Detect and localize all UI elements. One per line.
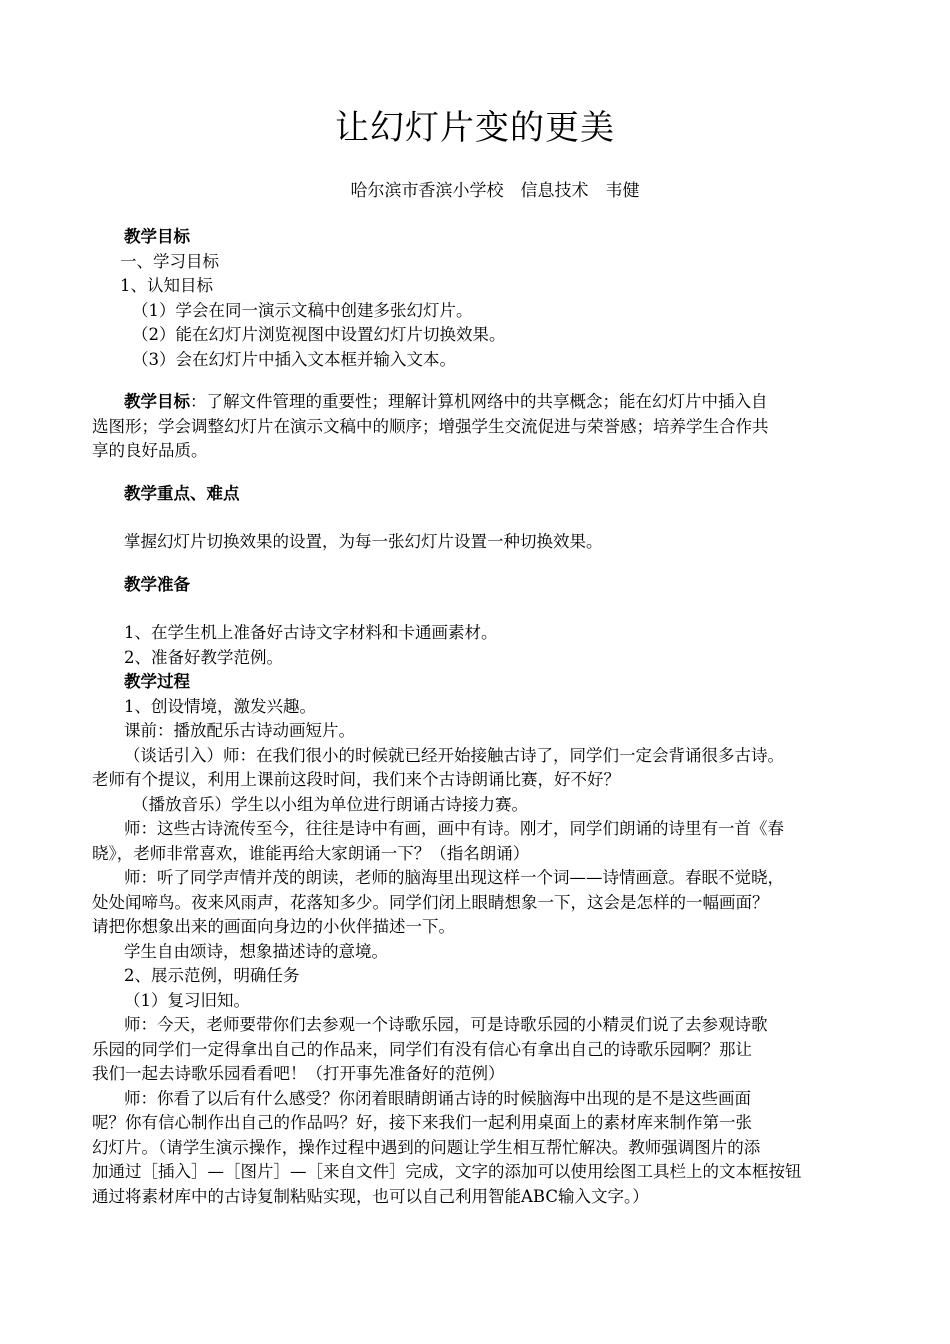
process-line: （谈话引入）师：在我们很小的时候就已经开始接触古诗了，同学们一定会背诵很多古诗。	[124, 745, 784, 765]
process-line: 1、创设情境，激发兴趣。	[124, 696, 316, 716]
document-subtitle: 哈尔滨市香滨小学校 信息技术 韦健	[350, 181, 640, 201]
objectives-line: （1）学会在同一演示文稿中创建多张幻灯片。	[132, 300, 473, 320]
process-line: 请把你想象出来的画面向身边的小伙伴描述一下。	[92, 917, 455, 936]
objectives2-paragraph-line: 选图形；学会调整幻灯片在演示文稿中的顺序；增强学生交流促进与荣誉感；培养学生合作共	[92, 416, 769, 436]
keypoints-heading: 教学重点、难点	[124, 483, 240, 503]
preparation-line: 1、在学生机上准备好古诗文字材料和卡通画素材。	[124, 623, 498, 642]
process-line: 晓》，老师非常喜欢，谁能再给大家朗诵一下？（指名朗诵）	[92, 843, 530, 863]
document-body	[92, 225, 864, 1209]
process-line: 师：你看了以后有什么感受？你闭着眼睛朗诵古诗的时候脑海中出现的是不是这些画面	[124, 1088, 751, 1108]
process-line: 学生自由颂诗，想象描述诗的意境。	[124, 941, 388, 961]
process-line: 师：今天，老师要带你们去参观一个诗歌乐园，可是诗歌乐园的小精灵们说了去参观诗歌	[124, 1015, 768, 1034]
process-heading: 教学过程	[124, 672, 190, 691]
objectives-line: 1、认知目标	[120, 276, 213, 295]
keypoints-text: 掌握幻灯片切换效果的设置，为每一张幻灯片设置一种切换效果。	[124, 532, 603, 551]
preparation-line: 2、准备好教学范例。	[124, 647, 283, 667]
objectives2-paragraph-line: 享的良好品质。	[92, 441, 208, 460]
process-line: 乐园的同学们一定得拿出自己的作品来，同学们有没有信心有拿出自己的诗歌乐园啊？那让	[92, 1039, 752, 1059]
objectives-line: 一、学习目标	[120, 251, 219, 271]
process-line: 师：这些古诗流传至今，往往是诗中有画，画中有诗。刚才，同学们朗诵的诗里有一首《春	[124, 819, 784, 838]
process-line: 呢？你有信心制作出自己的作品吗？好，接下来我们一起利用桌面上的素材库来制作第一张	[92, 1113, 752, 1132]
process-line: 幻灯片。（请学生演示操作，操作过程中遇到的问题让学生相互帮忙解决。教师强调图片的添	[92, 1137, 761, 1157]
process-line: 加通过［插入］—［图片］—［来自文件］完成，文字的添加可以使用绘图工具栏上的文本框按钮	[92, 1162, 802, 1181]
objectives-heading: 教学目标	[124, 227, 190, 246]
preparation-heading: 教学准备	[124, 574, 190, 594]
process-line: 师：听了同学声情并茂的朗读，老师的脑海里出现这样一个词——诗情画意。春眠不觉晓，	[124, 868, 784, 887]
process-line: 我们一起去诗歌乐园看看吧！（打开事先准备好的范例）	[92, 1064, 505, 1083]
process-line: 老师有个提议，利用上课前这段时间，我们来个古诗朗诵比赛，好不好？	[92, 770, 620, 789]
objectives2-paragraph-line	[92, 390, 864, 415]
process-line: （播放音乐）学生以小组为单位进行朗诵古诗接力赛。	[132, 794, 528, 814]
objectives2-text: ：了解文件管理的重要性；理解计算机网络中的共享概念；能在幻灯片中插入自	[190, 392, 768, 411]
document-title: 让幻灯片变的更美	[335, 108, 615, 148]
process-line: （1）复习旧知。	[124, 990, 250, 1010]
objectives2-label: 教学目标	[124, 392, 190, 411]
objectives-line: （3）会在幻灯片中插入文本框并输入文本。	[132, 349, 456, 369]
process-line: 处处闻啼鸟。夜来风雨声，花落知多少。同学们闭上眼睛想象一下，这会是怎样的一幅画面？	[92, 892, 769, 912]
process-line: 2、展示范例，明确任务	[124, 966, 300, 985]
process-line: 通过将素材库中的古诗复制粘贴实现，也可以自己利用智能ABC输入文字。）	[92, 1186, 649, 1206]
objectives-line: （2）能在幻灯片浏览视图中设置幻灯片切换效果。	[132, 325, 506, 344]
process-line: 课前：播放配乐古诗动画短片。	[124, 721, 355, 740]
